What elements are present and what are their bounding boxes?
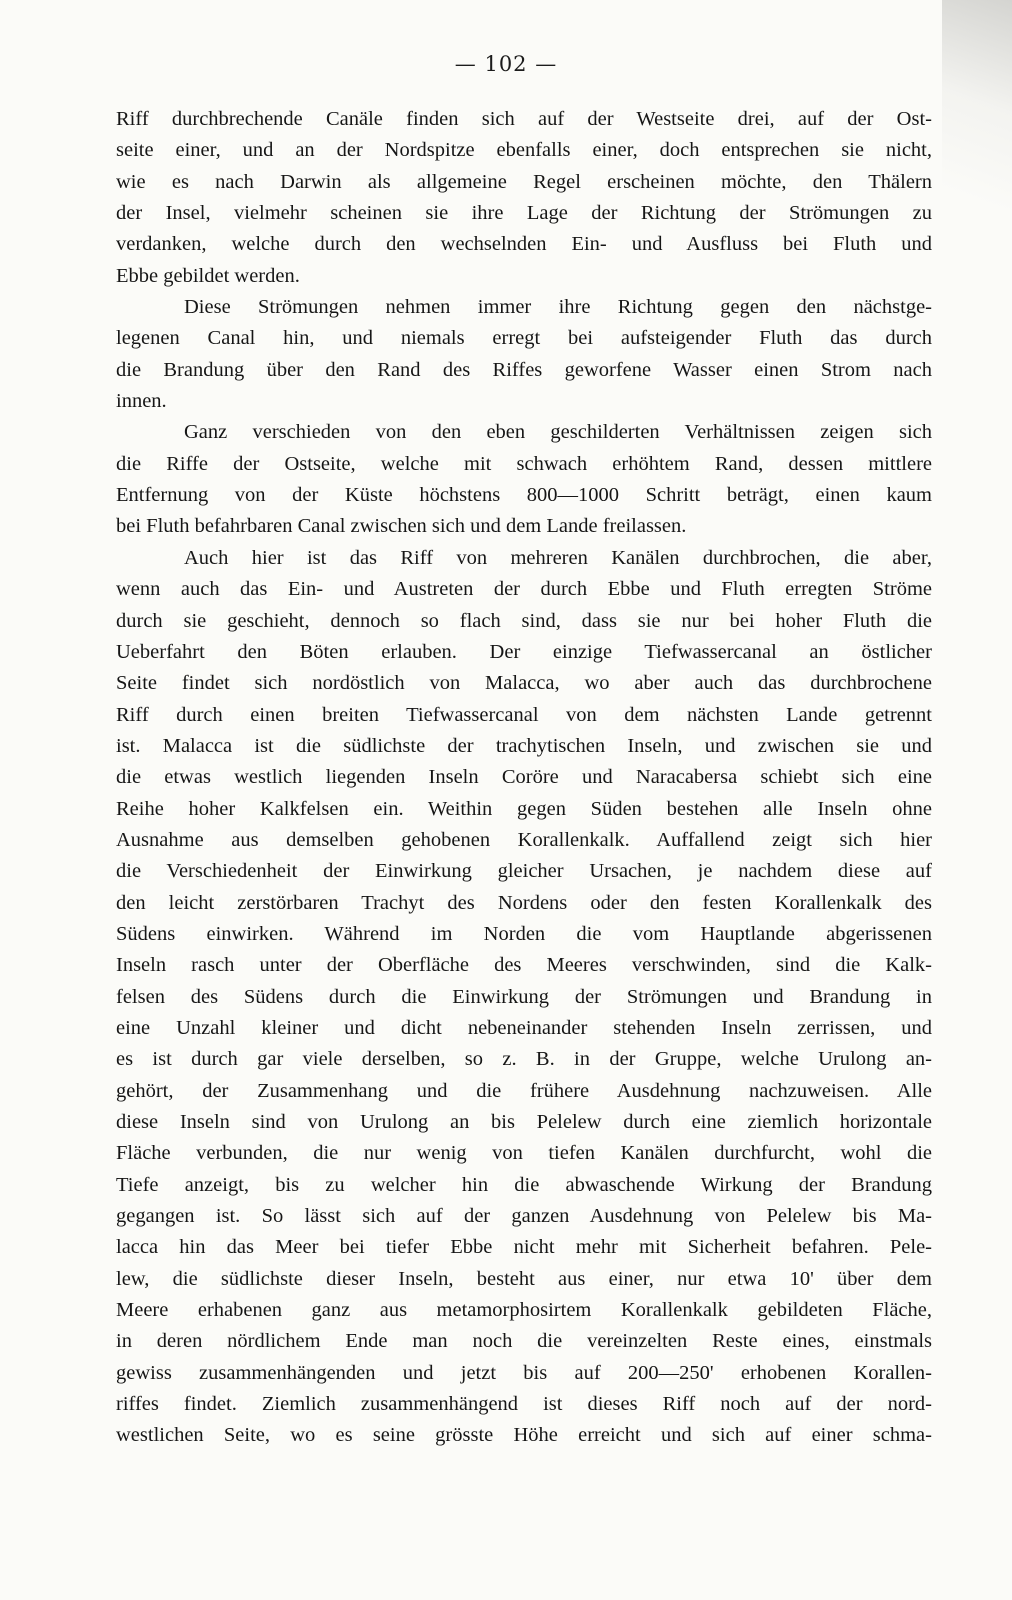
text-line: Diese Strömungen nehmen immer ihre Richtung gegen den nächstge-: [184, 296, 932, 319]
text-line: es ist durch gar viele derselben, so z. B. in der Gruppe, welche Urulong an-: [116, 1048, 932, 1071]
text-line: gegangen ist. So lässt sich auf der ganzen Ausdehnung von Pelelew bis Ma-: [116, 1205, 932, 1228]
text-line: die Verschiedenheit der Einwirkung gleicher Ursachen, je nachdem diese auf: [116, 860, 932, 883]
text-line: ist. Malacca ist die südlichste der trachytischen Inseln, und zwischen sie und: [116, 734, 932, 757]
text-line: gewiss zusammenhängenden und jetzt bis auf 200—250' erhobenen Korallen-: [116, 1361, 932, 1384]
text-line: in deren nördlichem Ende man noch die vereinzelten Reste eines, einstmals: [116, 1330, 932, 1353]
text-line: riffes findet. Ziemlich zusammenhängend ist dieses Riff noch auf der nord-: [116, 1393, 932, 1416]
text-line: Inseln rasch unter der Oberfläche des Meeres verschwinden, sind die Kalk-: [116, 954, 932, 977]
text-line: die etwas westlich liegenden Inseln Coröre und Naracabersa schiebt sich eine: [116, 766, 932, 789]
text-line: eine Unzahl kleiner und dicht nebeneinander stehenden Inseln zerrissen, und: [116, 1016, 932, 1039]
text-line: gehört, der Zusammenhang und die frühere Ausdehnung nachzuweisen. Alle: [116, 1079, 932, 1102]
text-line: Fläche verbunden, die nur wenig von tiefen Kanälen durchfurcht, wohl die: [116, 1142, 932, 1165]
text-line: Ausnahme aus demselben gehobenen Korallenkalk. Auffallend zeigt sich hier: [116, 828, 932, 851]
text-line: durch sie geschieht, dennoch so flach sind, dass sie nur bei hoher Fluth die: [116, 609, 932, 632]
text-line: Südens einwirken. Während im Norden die vom Hauptlande abgerissenen: [116, 922, 932, 945]
text-line: Ganz verschieden von den eben geschilderten Verhältnissen zeigen sich: [184, 421, 932, 444]
text-line: Ebbe gebildet werden.: [116, 264, 300, 287]
text-line: felsen des Südens durch die Einwirkung der Strömungen und Brandung in: [116, 985, 932, 1008]
text-line: Auch hier ist das Riff von mehreren Kanälen durchbrochen, die aber,: [184, 546, 932, 569]
text-line: lacca hin das Meer bei tiefer Ebbe nicht mehr mit Sicherheit befahren. Pele-: [116, 1236, 932, 1259]
text-line: Reihe hoher Kalkfelsen ein. Weithin gegen Süden bestehen alle Inseln ohne: [116, 797, 932, 820]
text-line: legenen Canal hin, und niemals erregt bei aufsteigender Fluth das durch: [116, 327, 932, 350]
page-edge-shadow: [942, 0, 1012, 260]
text-line: den leicht zerstörbaren Trachyt des Nordens oder den festen Korallenkalk des: [116, 891, 932, 914]
body-text: [116, 104, 932, 1452]
page-number: — 102 —: [454, 52, 558, 76]
text-line: verdanken, welche durch den wechselnden Ein- und Ausfluss bei Fluth und: [116, 233, 932, 256]
text-line: diese Inseln sind von Urulong an bis Pelelew durch eine ziemlich horizontale: [116, 1111, 932, 1133]
text-line: Meere erhabenen ganz aus metamorphosirtem Korallenkalk gebildeten Fläche,: [116, 1299, 932, 1322]
text-line: Entfernung von der Küste höchstens 800—1000 Schritt beträgt, einen kaum: [116, 484, 932, 507]
text-line: Riff durchbrechende Canäle finden sich auf der Westseite drei, auf der Ost-: [116, 108, 932, 130]
text-line: Seite findet sich nordöstlich von Malacca, wo aber auch das durchbrochene: [116, 672, 932, 695]
text-line: der Insel, vielmehr scheinen sie ihre Lage der Richtung der Strömungen zu: [116, 202, 932, 225]
text-line: die Brandung über den Rand des Riffes geworfene Wasser einen Strom nach: [116, 358, 932, 381]
text-line: Ueberfahrt den Böten erlauben. Der einzige Tiefwassercanal an östlicher: [116, 640, 932, 663]
text-line: bei Fluth befahrbaren Canal zwischen sich und dem Lande freilassen.: [116, 515, 687, 538]
text-line: Tiefe anzeigt, bis zu welcher hin die abwaschende Wirkung der Brandung: [116, 1173, 932, 1196]
text-line: Riff durch einen breiten Tiefwassercanal von dem nächsten Lande getrennt: [116, 703, 932, 726]
text-line: wenn auch das Ein- und Austreten der durch Ebbe und Fluth erregten Ströme: [116, 578, 932, 601]
text-line: lew, die südlichste dieser Inseln, besteht aus einer, nur etwa 10' über dem: [116, 1267, 932, 1290]
text-line: seite einer, und an der Nordspitze ebenfalls einer, doch entsprechen sie nicht,: [116, 139, 932, 162]
text-line: westlichen Seite, wo es seine grösste Höhe erreicht und sich auf einer schma-: [116, 1424, 932, 1447]
text-line: die Riffe der Ostseite, welche mit schwach erhöhtem Rand, dessen mittlere: [116, 452, 932, 475]
text-line: wie es nach Darwin als allgemeine Regel erscheinen möchte, den Thälern: [116, 170, 932, 193]
text-line: innen.: [116, 390, 167, 413]
